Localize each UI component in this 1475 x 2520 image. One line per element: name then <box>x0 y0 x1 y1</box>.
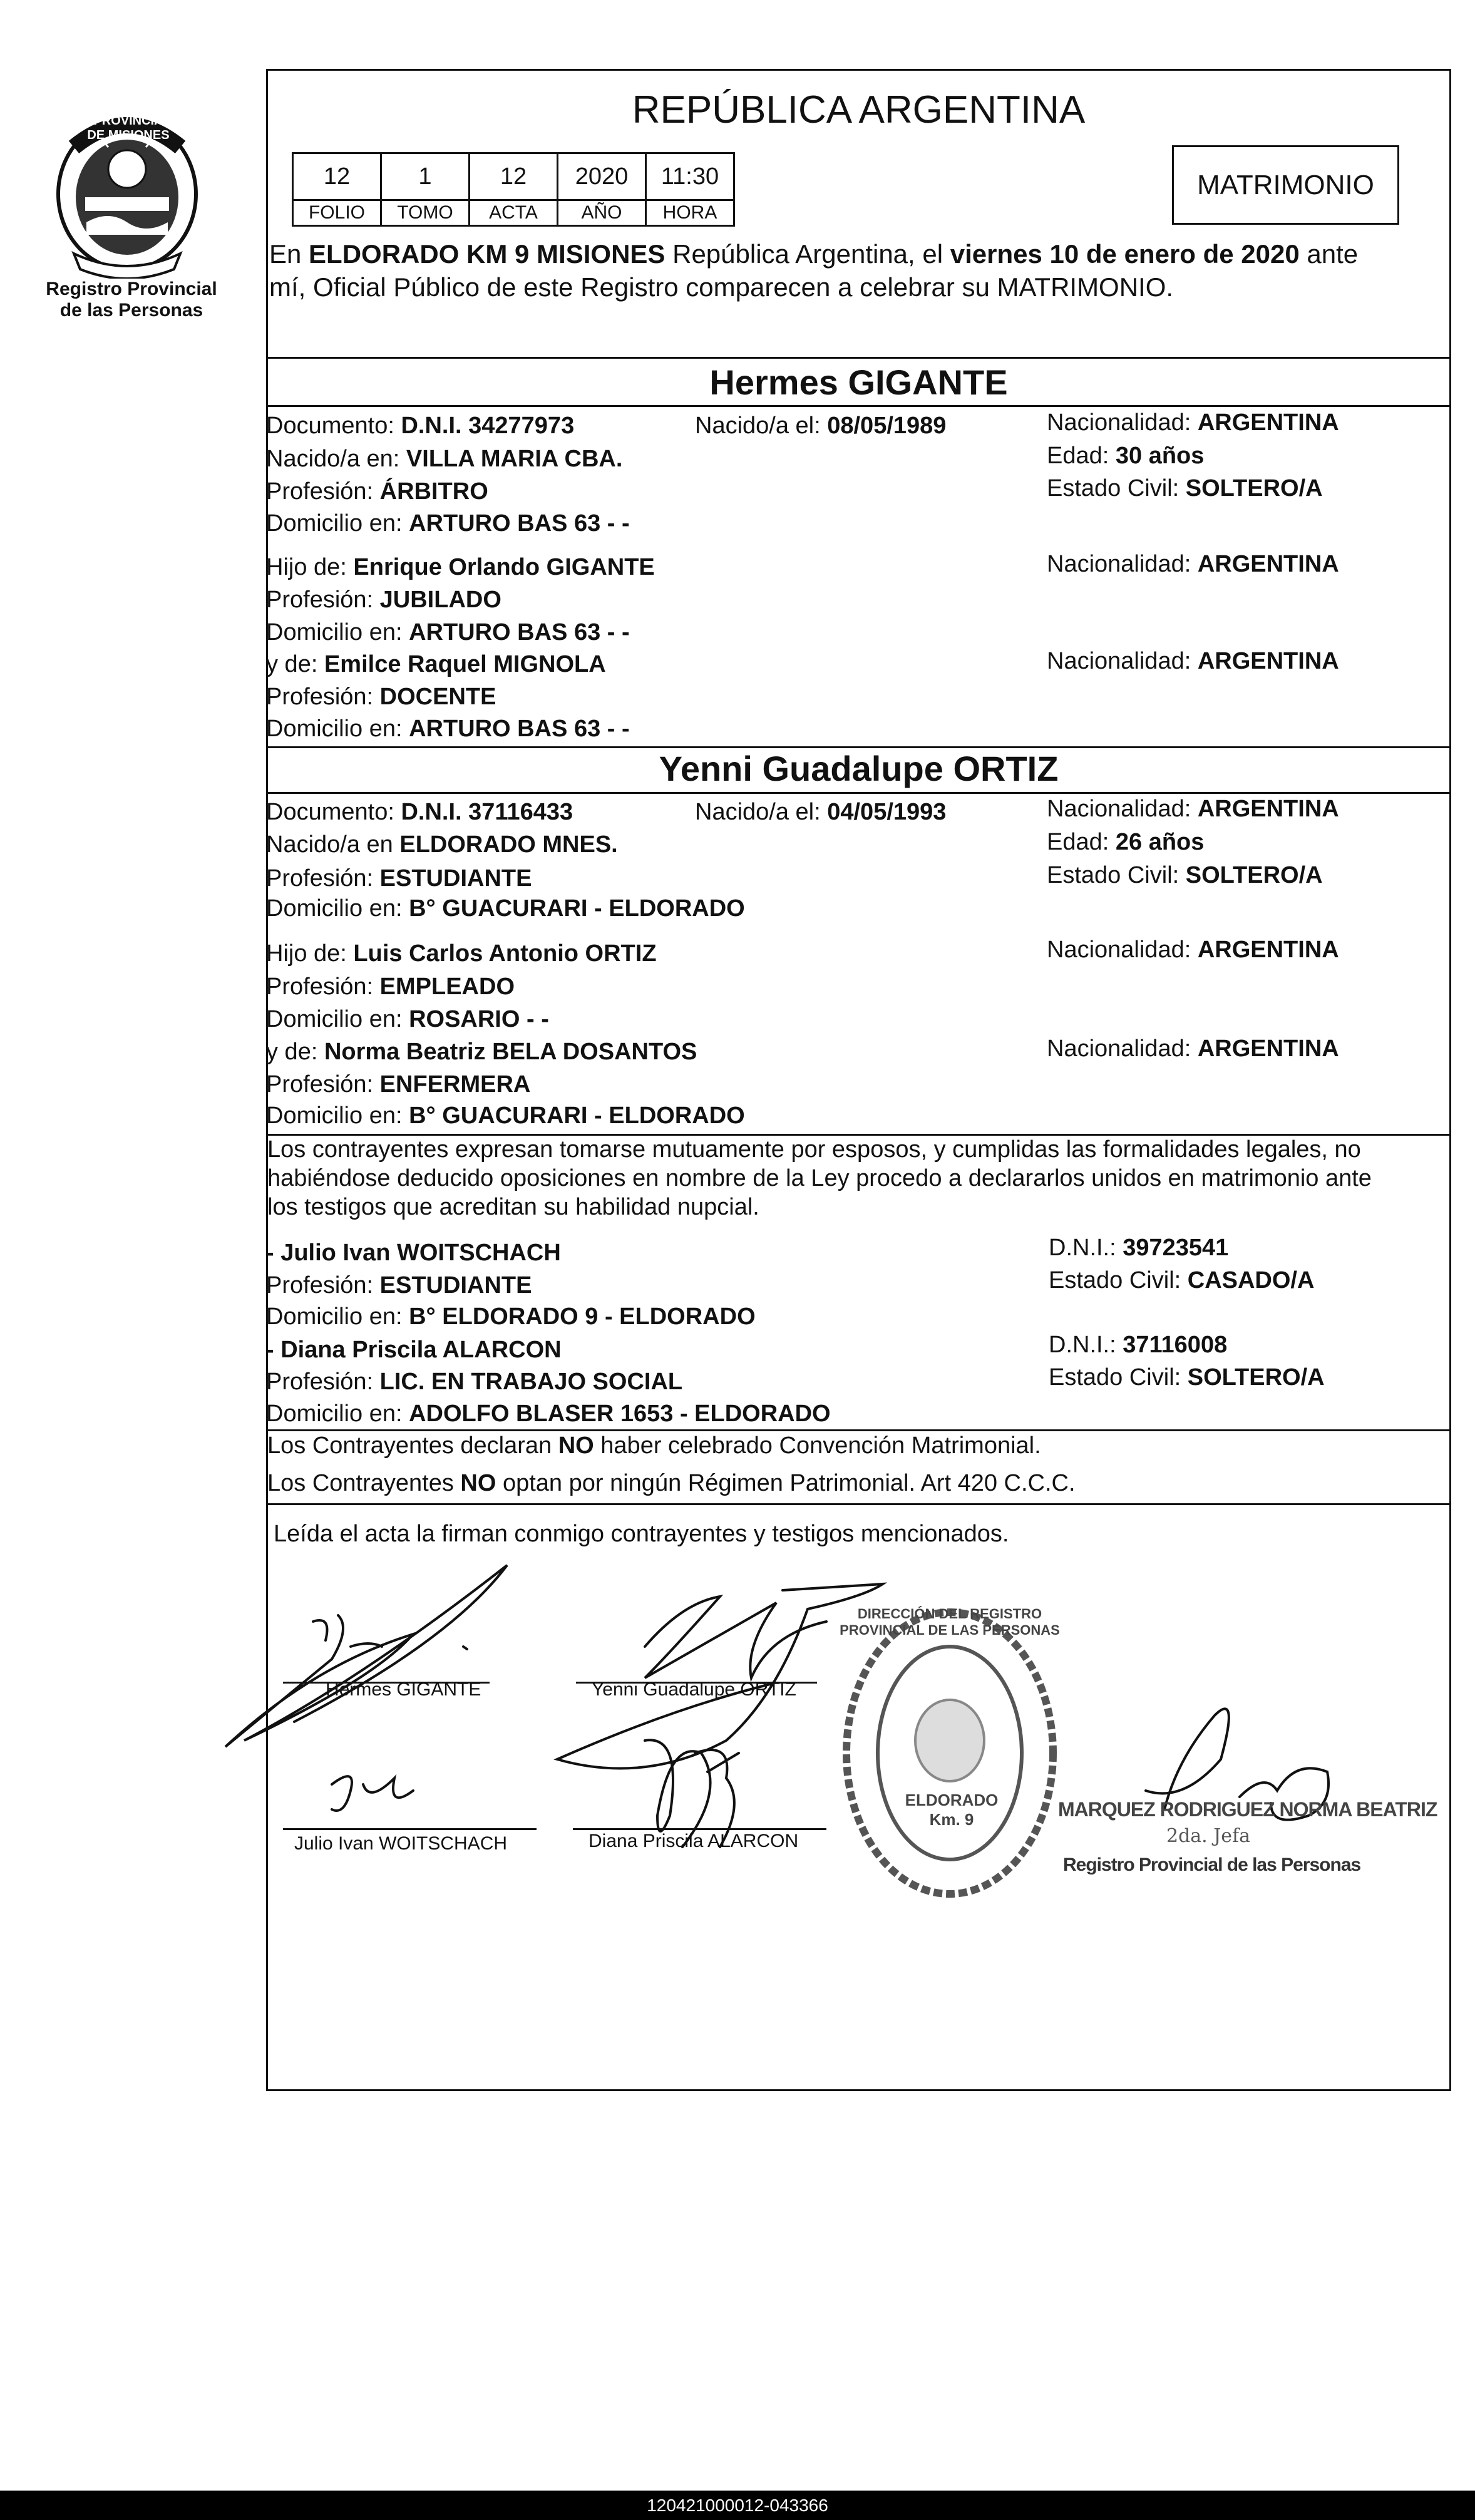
p1-mother-profesion <box>266 682 496 711</box>
value: ARGENTINA <box>1197 409 1339 436</box>
label: Nacido/a en <box>266 831 400 858</box>
witness-1-profesion <box>266 1271 532 1300</box>
label: Hijo de: <box>266 554 354 580</box>
value: ESTUDIANTE <box>379 865 532 892</box>
witness-2-name: - Diana Priscila ALARCON <box>266 1337 562 1363</box>
p2-mother-domicilio <box>266 1101 745 1130</box>
value: 26 años <box>1115 829 1205 855</box>
value: ARTURO BAS 63 - - <box>409 510 630 537</box>
witness-1-name: - Julio Ivan WOITSCHACH <box>266 1240 561 1266</box>
seal-caption: Registro Provincial de las Personas <box>46 279 217 321</box>
divider <box>266 1503 1451 1505</box>
divider <box>266 405 1451 407</box>
stamp-ring-text: DIRECCIÓN DEL REGISTRO PROVINCIAL DE LAS PERSONAS <box>840 1606 1060 1638</box>
p2-father <box>266 939 657 968</box>
witness-1-domicilio <box>266 1302 756 1331</box>
p1-mother <box>266 650 606 679</box>
p1-father-nacionalidad <box>1047 550 1339 579</box>
p2-nacionalidad <box>1047 795 1339 823</box>
convention-line-2 <box>267 1469 1076 1498</box>
p2-father-profesion <box>266 972 515 1001</box>
p1-edad <box>1047 441 1204 470</box>
label: Domicilio en: <box>266 1103 409 1129</box>
label: Hijo de: <box>266 940 354 967</box>
text: haber celebrado Convención Matrimonial. <box>594 1432 1041 1459</box>
intro-place: ELDORADO KM 9 MISIONES <box>309 239 666 269</box>
value: B° GUACURARI - ELDORADO <box>409 1103 745 1129</box>
p1-profesion <box>266 477 488 506</box>
value: ROSARIO - - <box>409 1006 549 1032</box>
intro-text: ante <box>1299 239 1359 269</box>
p2-mother-nacionalidad <box>1047 1034 1339 1063</box>
value: ARGENTINA <box>1197 648 1339 674</box>
witness-2-profesion <box>266 1367 682 1396</box>
hora-label: HORA <box>646 200 734 226</box>
value: ADOLFO BLASER 1653 - ELDORADO <box>409 1401 831 1427</box>
p2-mother-profesion <box>266 1070 530 1099</box>
convention-line-1 <box>267 1431 1041 1460</box>
registry-stamp-icon <box>837 1603 1062 1903</box>
value: ÁRBITRO <box>379 478 488 505</box>
p2-documento <box>266 798 573 826</box>
label: Profesión: <box>266 587 380 613</box>
signature-label-1: Hermes GIGANTE <box>326 1679 481 1700</box>
declaration-line-2: habiéndose deducido oposiciones en nombre de la Ley procedo a declararlos unidos en matrimonio ante <box>267 1165 1372 1191</box>
p2-profesion <box>266 864 532 893</box>
acta-label: ACTA <box>470 200 558 226</box>
label: Estado Civil: <box>1047 862 1186 888</box>
p1-nacido-el <box>695 411 946 440</box>
witness-2-dni <box>1049 1330 1227 1359</box>
label: Domicilio en: <box>266 1304 409 1330</box>
label: Edad: <box>1047 829 1116 855</box>
value: ARGENTINA <box>1197 796 1339 822</box>
signature-label-3: Julio Ivan WOITSCHACH <box>294 1833 508 1854</box>
signature-label-4: Diana Priscila ALARCON <box>588 1831 799 1851</box>
signature-1-icon <box>225 1565 507 1747</box>
value: 30 años <box>1115 443 1205 469</box>
label: Profesión: <box>266 1272 380 1299</box>
folio-label: FOLIO <box>293 200 381 226</box>
value: JUBILADO <box>379 587 501 613</box>
p2-estado-civil <box>1047 861 1323 890</box>
value: ESTUDIANTE <box>379 1272 532 1299</box>
label: Estado Civil: <box>1049 1267 1188 1293</box>
tomo-value: 1 <box>381 153 470 200</box>
hora-value: 11:30 <box>646 153 734 200</box>
label: Domicilio en: <box>266 510 409 537</box>
value: 39723541 <box>1123 1235 1229 1261</box>
label: Domicilio en: <box>266 1401 409 1427</box>
official-role: 2da. Jefa <box>1166 1825 1251 1847</box>
p2-nacido-en <box>266 830 618 859</box>
label: Domicilio en: <box>266 895 409 922</box>
value: 04/05/1993 <box>827 799 947 825</box>
p1-father <box>266 553 655 582</box>
label: Profesión: <box>266 1369 380 1395</box>
label: Profesión: <box>266 478 380 505</box>
value: B° GUACURARI - ELDORADO <box>409 895 745 922</box>
label: Edad: <box>1047 443 1116 469</box>
intro-text: República Argentina, el <box>665 239 950 269</box>
p2-edad <box>1047 828 1204 856</box>
label: Nacionalidad: <box>1047 648 1198 674</box>
page-title: REPÚBLICA ARGENTINA <box>632 88 1086 131</box>
value: ARTURO BAS 63 - - <box>409 619 630 645</box>
value: SOLTERO/A <box>1187 1364 1325 1391</box>
closing-statement: Leída el acta la firman conmigo contrayentes y testigos mencionados. <box>274 1521 1009 1547</box>
emphasis: NO <box>460 1470 496 1496</box>
label: Profesión: <box>266 1071 380 1098</box>
value: D.N.I. 37116433 <box>401 799 573 825</box>
value: ELDORADO MNES. <box>399 831 618 858</box>
signature-line <box>573 1828 826 1830</box>
signature-2-icon <box>557 1584 883 1769</box>
label: Nacido/a en: <box>266 446 406 472</box>
p2-nacido-el <box>695 798 946 826</box>
p1-documento <box>266 411 574 440</box>
label: D.N.I.: <box>1049 1235 1123 1261</box>
value: CASADO/A <box>1187 1267 1315 1293</box>
p1-estado-civil <box>1047 474 1323 503</box>
spouse-2-name: Yenni Guadalupe ORTIZ <box>659 749 1059 788</box>
official-name: MARQUEZ RODRIGUEZ NORMA BEATRIZ <box>1058 1798 1437 1821</box>
p1-mother-nacionalidad <box>1047 647 1339 676</box>
registry-stamp <box>837 1603 1062 1903</box>
label: Domicilio en: <box>266 716 409 742</box>
value: Enrique Orlando GIGANTE <box>353 554 655 580</box>
text: Los Contrayentes declaran <box>267 1432 558 1459</box>
value: LIC. EN TRABAJO SOCIAL <box>379 1369 683 1395</box>
label: Nacido/a el: <box>695 413 828 439</box>
signature-line <box>283 1828 537 1830</box>
document-code-bar: 120421000012-043366 <box>0 2491 1475 2520</box>
acta-value: 12 <box>470 153 558 200</box>
label: Profesión: <box>266 865 380 892</box>
value: ARGENTINA <box>1197 1036 1339 1062</box>
label: Estado Civil: <box>1047 475 1186 501</box>
label: Documento: <box>266 799 401 825</box>
tomo-label: TOMO <box>381 200 470 226</box>
spouse-1-name: Hermes GIGANTE <box>709 363 1008 402</box>
label: Domicilio en: <box>266 1006 409 1032</box>
stamp-center-text: ELDORADO Km. 9 <box>905 1791 999 1829</box>
signature-3-icon <box>332 1776 413 1811</box>
text: optan por ningún Régimen Patrimonial. Art 420 C.C.C. <box>496 1470 1076 1496</box>
value: Emilce Raquel MIGNOLA <box>324 651 606 677</box>
witness-2-domicilio <box>266 1399 831 1428</box>
declaration-line-3: los testigos que acreditan su habilidad nupcial. <box>267 1194 759 1220</box>
value: 37116008 <box>1123 1332 1228 1358</box>
witness-2-estado-civil <box>1049 1363 1325 1392</box>
signature-1-marks-icon <box>351 1643 467 1649</box>
seal-ring-text: PROVINCIA DE MISIONES <box>87 114 170 142</box>
value: SOLTERO/A <box>1185 862 1323 888</box>
signature-label-2: Yenni Guadalupe ORTIZ <box>592 1679 796 1700</box>
emphasis: NO <box>558 1432 594 1459</box>
label: y de: <box>266 1039 324 1065</box>
text: Los Contrayentes <box>267 1470 461 1496</box>
label: Documento: <box>266 413 401 439</box>
p2-domicilio <box>266 894 745 923</box>
intro-text: En <box>269 239 309 269</box>
official-office: Registro Provincial de las Personas <box>1063 1854 1361 1875</box>
witness-1-dni <box>1049 1233 1228 1262</box>
divider <box>266 792 1451 794</box>
label: Profesión: <box>266 974 380 1000</box>
p2-father-nacionalidad <box>1047 935 1339 964</box>
p1-father-profesion <box>266 585 501 614</box>
p1-domicilio <box>266 509 630 538</box>
anio-value: 2020 <box>558 153 646 200</box>
p1-father-domicilio <box>266 618 630 647</box>
value: ARGENTINA <box>1197 937 1339 963</box>
value: EMPLEADO <box>379 974 515 1000</box>
witness-1-estado-civil <box>1049 1266 1314 1295</box>
value: ARTURO BAS 63 - - <box>409 716 630 742</box>
registry-table <box>292 152 735 227</box>
value: 08/05/1989 <box>827 413 947 439</box>
label: Nacionalidad: <box>1047 1036 1198 1062</box>
p1-nacido-en <box>266 445 622 473</box>
label: Domicilio en: <box>266 619 409 645</box>
value: SOLTERO/A <box>1185 475 1323 501</box>
label: Nacionalidad: <box>1047 937 1198 963</box>
value: DOCENTE <box>379 684 496 710</box>
p1-mother-domicilio <box>266 714 630 743</box>
value: Norma Beatriz BELA DOSANTOS <box>324 1039 697 1065</box>
folio-value: 12 <box>293 153 381 200</box>
value: B° ELDORADO 9 - ELDORADO <box>409 1304 756 1330</box>
act-type-badge: MATRIMONIO <box>1172 145 1399 225</box>
intro-line-1 <box>269 240 1358 269</box>
divider <box>266 357 1451 359</box>
label: D.N.I.: <box>1049 1332 1123 1358</box>
value: D.N.I. 34277973 <box>401 413 575 439</box>
p1-nacionalidad <box>1047 408 1339 437</box>
label: Nacionalidad: <box>1047 551 1198 577</box>
value: ENFERMERA <box>379 1071 531 1098</box>
anio-label: AÑO <box>558 200 646 226</box>
label: Nacido/a el: <box>695 799 828 825</box>
label: Nacionalidad: <box>1047 796 1198 822</box>
label: Estado Civil: <box>1049 1364 1188 1391</box>
label: y de: <box>266 651 324 677</box>
value: ARGENTINA <box>1197 551 1339 577</box>
intro-date: viernes 10 de enero de 2020 <box>950 239 1300 269</box>
declaration-line-1: Los contrayentes expresan tomarse mutuamente por esposos, y cumplidas las formalidades legales, no <box>267 1136 1361 1163</box>
p2-mother <box>266 1037 697 1066</box>
value: Luis Carlos Antonio ORTIZ <box>353 940 657 967</box>
p2-father-domicilio <box>266 1005 549 1034</box>
label: Nacionalidad: <box>1047 409 1198 436</box>
intro-line-2: mí, Oficial Público de este Registro comparecen a celebrar su MATRIMONIO. <box>269 272 1174 302</box>
value: VILLA MARIA CBA. <box>406 446 623 472</box>
label: Profesión: <box>266 684 380 710</box>
